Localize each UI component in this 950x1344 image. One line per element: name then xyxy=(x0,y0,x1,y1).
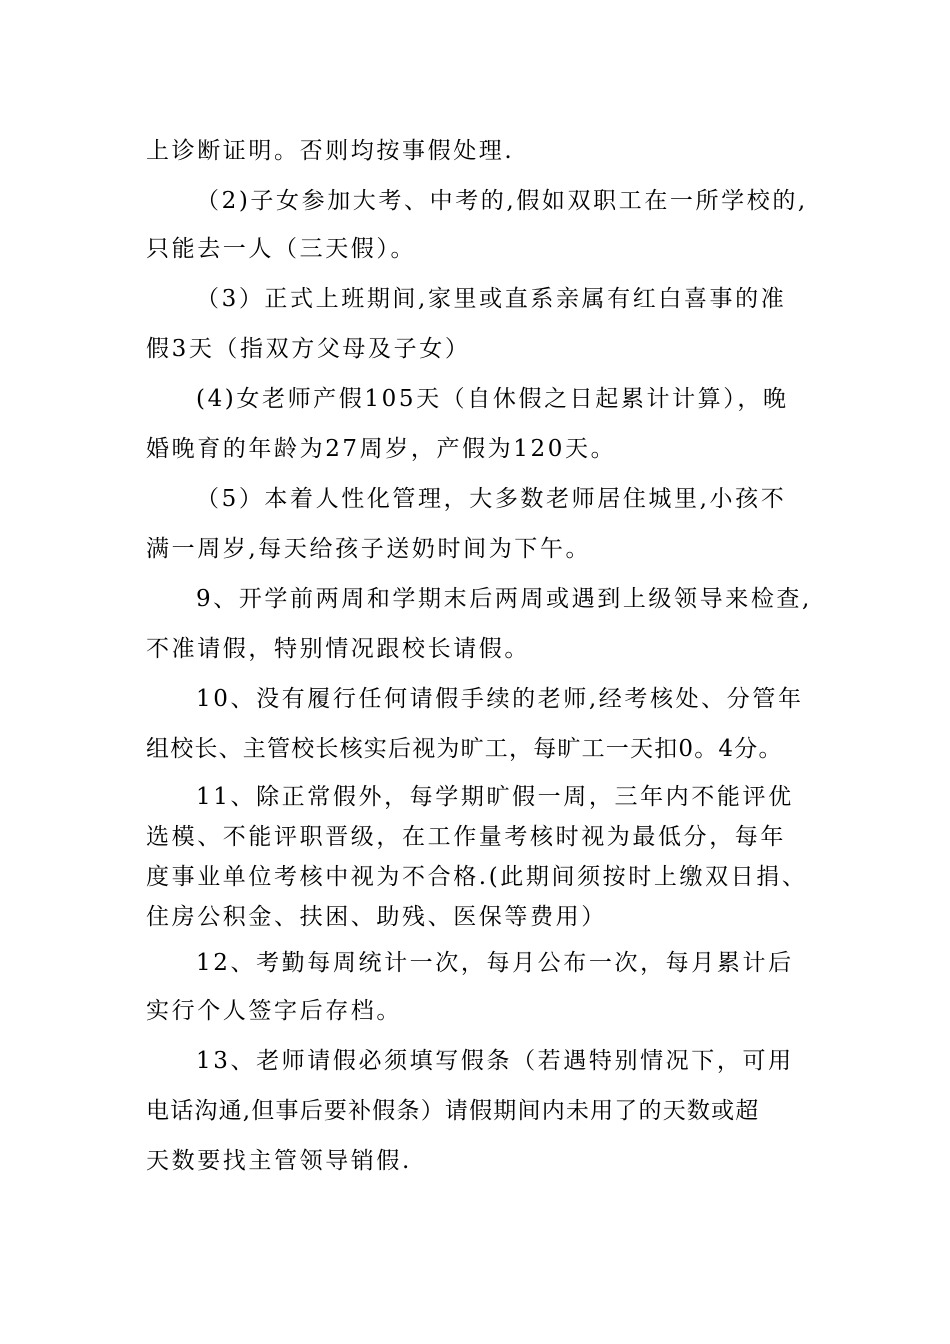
text-line: 上诊断证明。否则均按事假处理. xyxy=(146,138,515,164)
text-line: 12、考勤每周统计一次，每月公布一次，每月累计后 xyxy=(196,950,794,976)
text-line: 9、开学前两周和学期末后两周或遇到上级领导来检查, xyxy=(196,586,812,612)
text-line: 电话沟通,但事后要补假条）请假期间内未用了的天数或超 xyxy=(146,1098,760,1124)
text-line: 11、除正常假外，每学期旷假一周，三年内不能评优 xyxy=(196,784,794,810)
text-line: 10、没有履行任何请假手续的老师,经考核处、分管年 xyxy=(196,686,804,712)
text-line: 天数要找主管领导销假. xyxy=(146,1148,412,1174)
text-line: 住房公积金、扶困、助残、医保等费用） xyxy=(146,904,607,930)
text-line: 只能去一人（三天假）。 xyxy=(146,236,417,262)
text-line: 组校长、主管校长核实后视为旷工，每旷工一天扣0。4分。 xyxy=(146,736,783,762)
text-line: 满一周岁,每天给孩子送奶时间为下午。 xyxy=(146,536,592,562)
text-line: 选模、不能评职晋级，在工作量考核时视为最低分，每年 xyxy=(146,824,786,850)
text-line: 不准请假，特别情况跟校长请假。 xyxy=(146,636,530,662)
text-line: (4)女老师产假105天（自休假之日起累计计算），晚 xyxy=(196,386,789,412)
text-line: （2)子女参加大考、中考的,假如双职工在一所学校的, xyxy=(196,188,808,214)
text-line: 婚晚育的年龄为27周岁，产假为120天。 xyxy=(146,436,617,462)
text-line: 13、老师请假必须填写假条（若遇特别情况下，可用 xyxy=(196,1048,794,1074)
text-line: （5）本着人性化管理，大多数老师居住城里,小孩不 xyxy=(196,486,787,512)
text-line: （3）正式上班期间,家里或直系亲属有红白喜事的准 xyxy=(196,286,787,312)
text-line: 实行个人签字后存档。 xyxy=(146,998,402,1024)
text-line: 度事业单位考核中视为不合格.(此期间须按时上缴双日捐、 xyxy=(146,864,808,890)
text-line: 假3天（指双方父母及子女） xyxy=(146,336,471,362)
